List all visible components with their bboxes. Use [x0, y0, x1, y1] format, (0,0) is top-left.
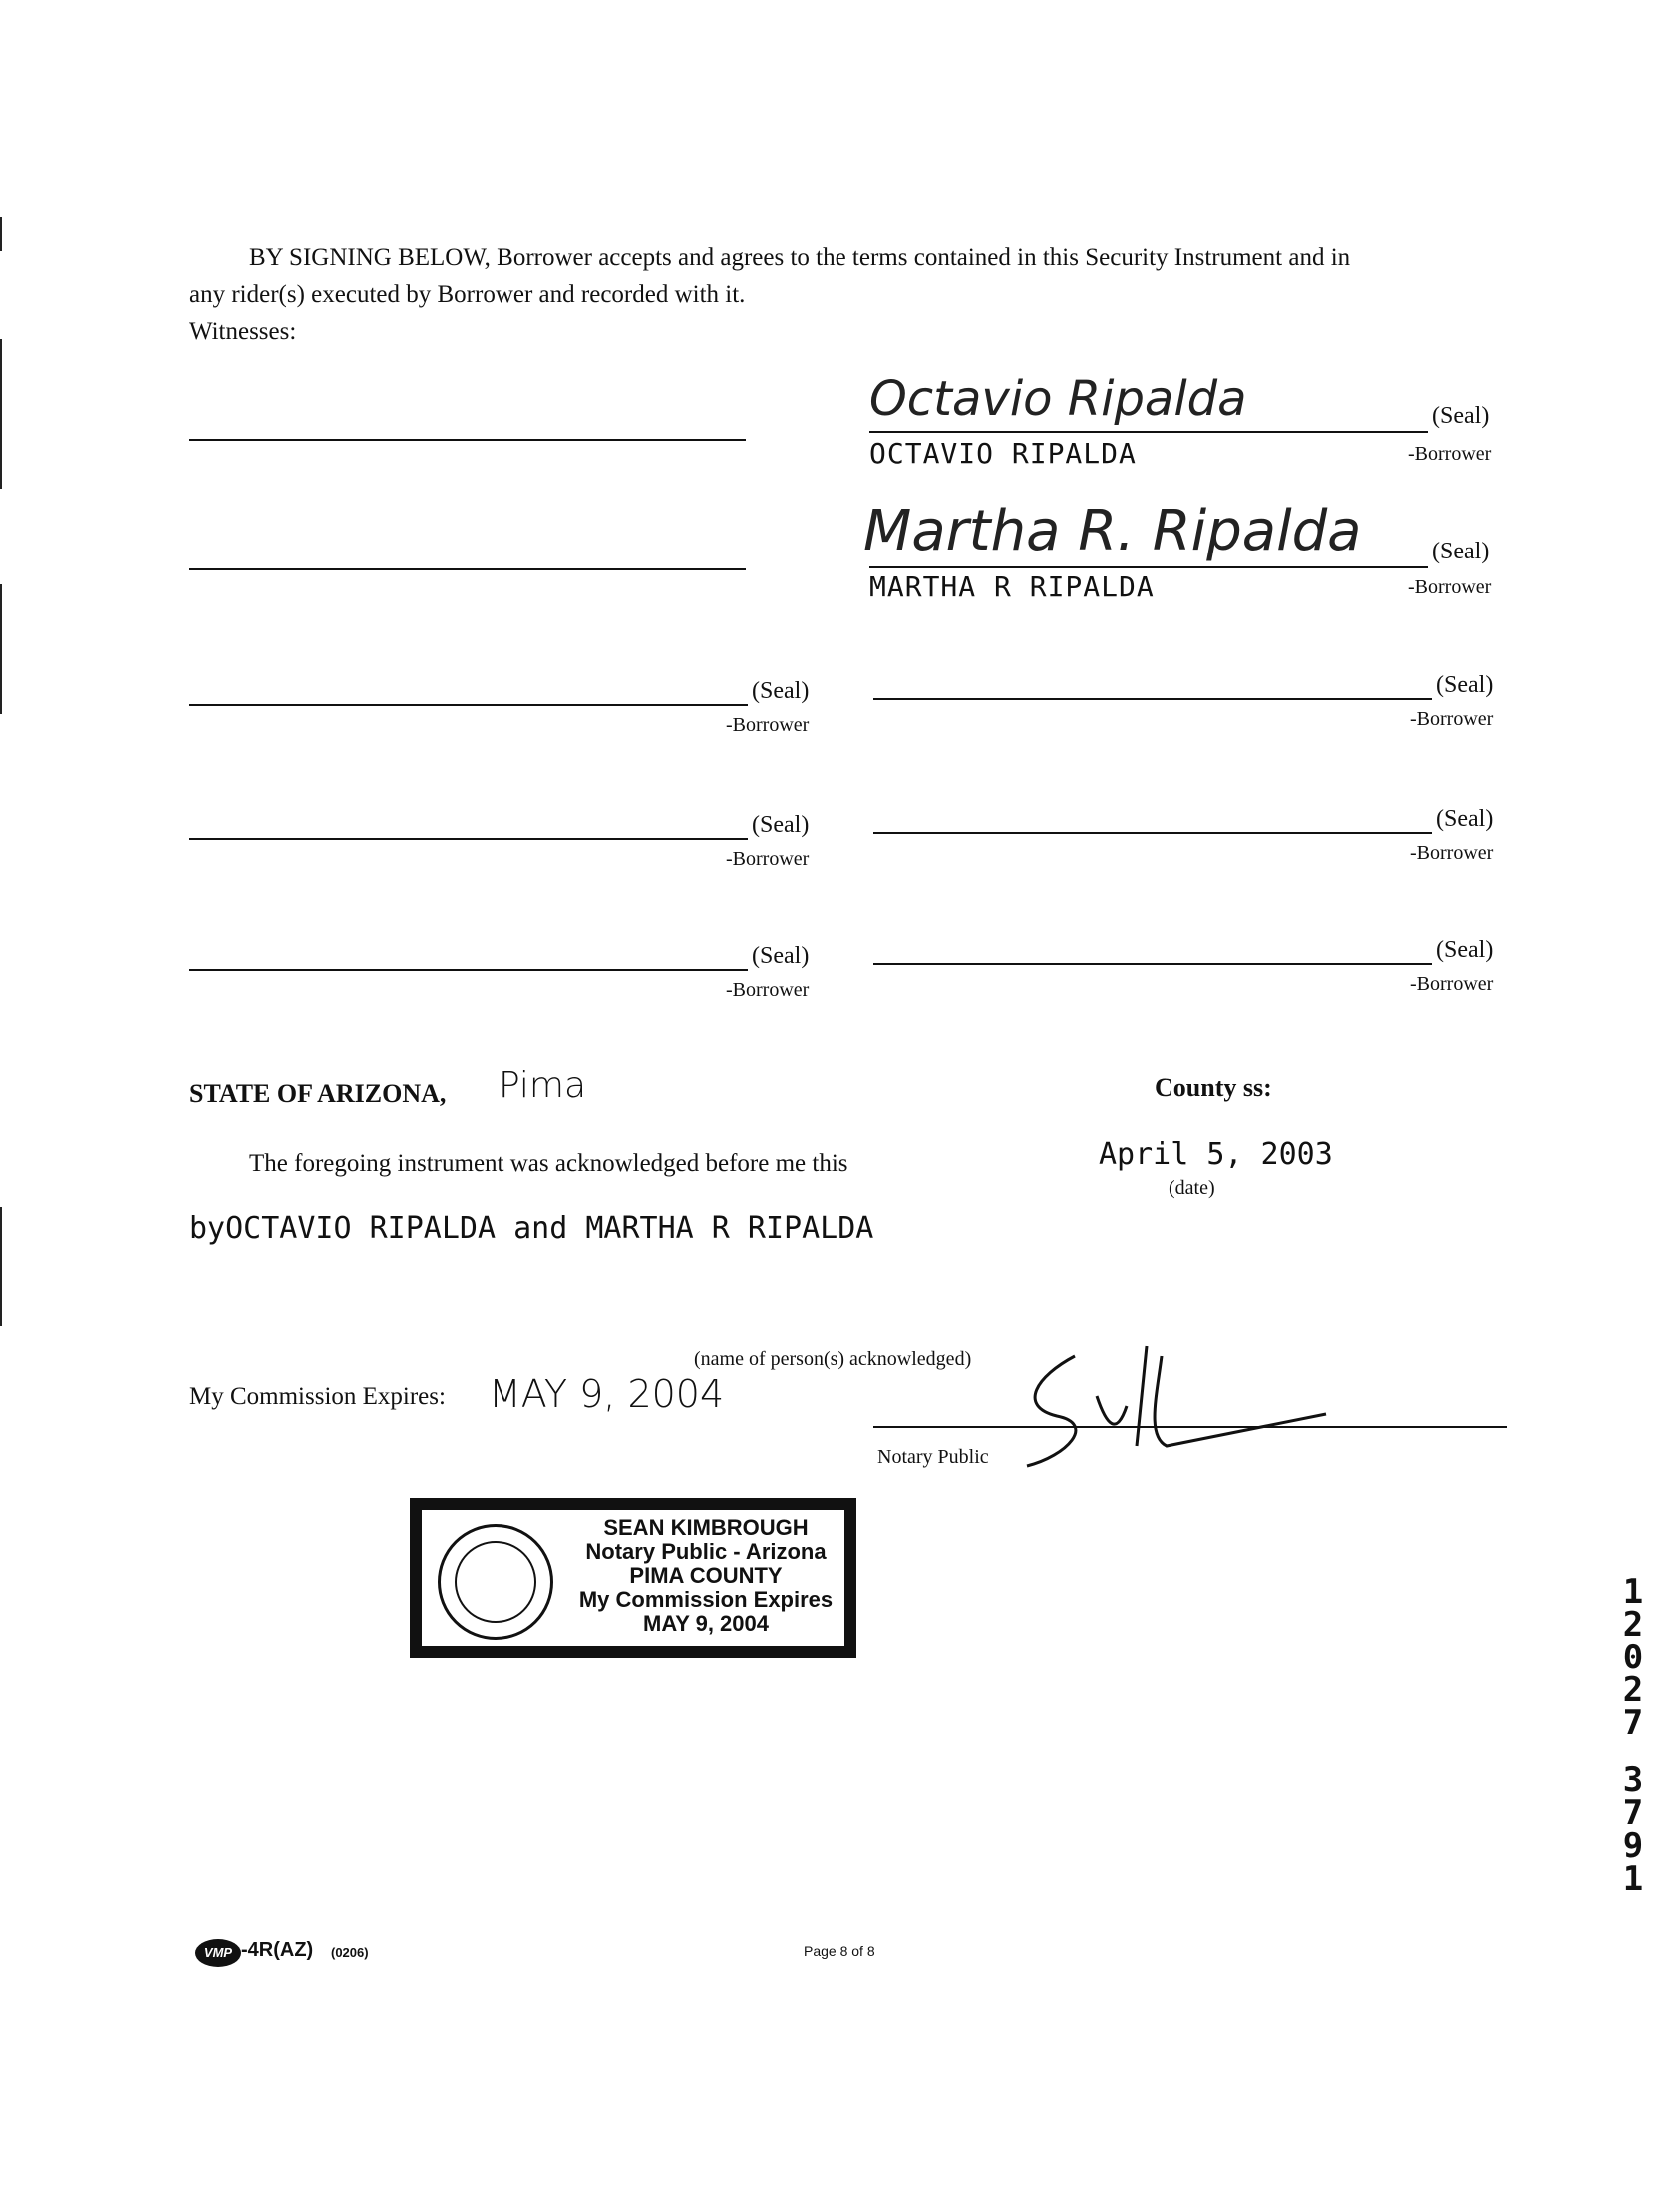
- witness-line-1: [189, 439, 746, 441]
- intro-line2: any rider(s) executed by Borrower and recorded with it.: [189, 281, 746, 308]
- state-label: STATE OF ARIZONA,: [189, 1079, 447, 1108]
- signer1-signature: Octavio Ripalda: [869, 371, 1247, 427]
- borrower-label: -Borrower: [1408, 443, 1492, 465]
- borrower-line: [873, 698, 1432, 700]
- form-code: -4R(AZ): [241, 1939, 314, 1961]
- notary-public-label: Notary Public: [877, 1446, 989, 1468]
- signer2-line: [869, 566, 1428, 568]
- state-seal-icon: [438, 1524, 553, 1640]
- scan-artifact: [0, 1207, 2, 1326]
- seal-label: (Seal): [1436, 672, 1494, 698]
- scan-artifact: [0, 217, 2, 251]
- seal-label: (Seal): [1432, 539, 1490, 564]
- signer2-signature: Martha R. Ripalda: [863, 499, 1362, 563]
- by-line: byOCTAVIO RIPALDA and MARTHA R RIPALDA: [189, 1211, 874, 1246]
- signer1-typed-name: OCTAVIO RIPALDA: [869, 437, 1137, 470]
- witnesses-label: Witnesses:: [189, 318, 297, 345]
- stamp-expires-date: MAY 9, 2004: [643, 1611, 769, 1636]
- foregoing-text: The foregoing instrument was acknowledged before me this: [249, 1150, 848, 1177]
- seal-label: (Seal): [1432, 403, 1490, 429]
- scan-artifact: [0, 584, 2, 714]
- borrower-label: -Borrower: [726, 979, 810, 1001]
- signer1-line: [869, 431, 1428, 433]
- form-revision: (0206): [331, 1945, 369, 1960]
- stamp-title: Notary Public - Arizona: [585, 1539, 827, 1564]
- borrower-label: -Borrower: [1410, 973, 1494, 995]
- stamp-notary-name: SEAN KIMBROUGH: [603, 1515, 809, 1540]
- notary-line: [873, 1426, 1507, 1428]
- page-number: Page 8 of 8: [804, 1943, 875, 1959]
- borrower-line: [873, 832, 1432, 834]
- borrower-line: [189, 838, 748, 840]
- notary-signature: [997, 1336, 1336, 1486]
- borrower-label: -Borrower: [1408, 576, 1492, 598]
- commission-handwritten: MAY 9, 2004: [489, 1372, 725, 1416]
- county-handwritten: Pima: [499, 1065, 587, 1106]
- signer2-typed-name: MARTHA R RIPALDA: [869, 570, 1155, 603]
- date-caption: (date): [1169, 1177, 1215, 1199]
- borrower-label: -Borrower: [1410, 842, 1494, 864]
- acknowledgment-date: April 5, 2003: [1099, 1137, 1333, 1172]
- borrower-line: [873, 963, 1432, 965]
- persons-caption: (name of person(s) acknowledged): [694, 1348, 972, 1370]
- borrower-label: -Borrower: [1410, 708, 1494, 730]
- seal-label: (Seal): [752, 678, 810, 704]
- recording-number: 1 2 0 2 7 3 7 9 1: [1622, 1572, 1644, 1899]
- seal-label: (Seal): [752, 812, 810, 838]
- stamp-expires-label: My Commission Expires: [578, 1587, 834, 1612]
- seal-label: (Seal): [1436, 806, 1494, 832]
- borrower-label: -Borrower: [726, 848, 810, 870]
- stamp-county: PIMA COUNTY: [629, 1563, 783, 1588]
- seal-label: (Seal): [752, 943, 810, 969]
- commission-label: My Commission Expires:: [189, 1383, 446, 1410]
- vmp-logo: VMP: [195, 1939, 241, 1967]
- borrower-line: [189, 969, 748, 971]
- stamp-text: [561, 1516, 850, 1636]
- seal-label: (Seal): [1436, 937, 1494, 963]
- borrower-line: [189, 704, 748, 706]
- witness-line-2: [189, 568, 746, 570]
- scan-artifact: [0, 339, 2, 489]
- borrower-label: -Borrower: [726, 714, 810, 736]
- notary-stamp: [410, 1498, 856, 1658]
- intro-line1: BY SIGNING BELOW, Borrower accepts and agrees to the terms contained in this Security Instrument and in: [249, 244, 1351, 271]
- county-label: County ss:: [1155, 1073, 1272, 1102]
